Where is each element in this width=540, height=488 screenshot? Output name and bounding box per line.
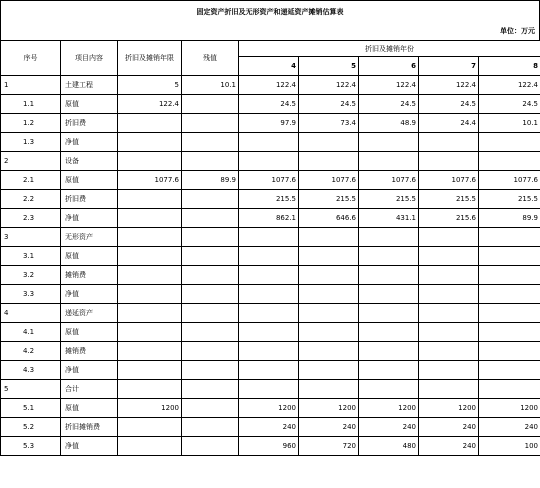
header-year-4: 4 — [239, 57, 299, 76]
cell-item: 原值 — [61, 247, 118, 266]
cell-year-6: 215.5 — [359, 190, 419, 209]
cell-item: 净值 — [61, 133, 118, 152]
cell-residual — [182, 437, 239, 456]
cell-year-7 — [419, 285, 479, 304]
cell-year-7: 24.4 — [419, 114, 479, 133]
cell-seq: 3.1 — [1, 247, 61, 266]
cell-year-4 — [239, 152, 299, 171]
cell-item: 原值 — [61, 171, 118, 190]
cell-seq: 5.1 — [1, 399, 61, 418]
cell-seq: 2 — [1, 152, 61, 171]
cell-year-4: 960 — [239, 437, 299, 456]
table-row — [1, 437, 540, 456]
table-row — [1, 190, 540, 209]
cell-period — [118, 247, 182, 266]
cell-year-4 — [239, 228, 299, 247]
cell-year-4: 1200 — [239, 399, 299, 418]
cell-item: 净值 — [61, 437, 118, 456]
cell-year-7: 240 — [419, 418, 479, 437]
cell-year-8: 10.1 — [479, 114, 540, 133]
header-item: 项目内容 — [61, 41, 118, 76]
cell-year-8: 215.5 — [479, 190, 540, 209]
cell-item: 摊销费 — [61, 266, 118, 285]
cell-year-5 — [299, 304, 359, 323]
cell-year-7: 240 — [419, 437, 479, 456]
cell-item: 净值 — [61, 285, 118, 304]
cell-year-4: 97.9 — [239, 114, 299, 133]
cell-year-5: 215.5 — [299, 190, 359, 209]
cell-year-5: 240 — [299, 418, 359, 437]
cell-year-8 — [479, 380, 540, 399]
cell-residual — [182, 266, 239, 285]
cell-year-5 — [299, 285, 359, 304]
cell-year-6 — [359, 361, 419, 380]
cell-item: 折旧摊销费 — [61, 418, 118, 437]
cell-period — [118, 190, 182, 209]
cell-year-7: 24.5 — [419, 95, 479, 114]
cell-year-4: 240 — [239, 418, 299, 437]
header-residual: 残值 — [182, 41, 239, 76]
cell-year-7 — [419, 133, 479, 152]
cell-year-6 — [359, 228, 419, 247]
cell-item: 原值 — [61, 95, 118, 114]
cell-year-6: 240 — [359, 418, 419, 437]
cell-period — [118, 266, 182, 285]
table-row — [1, 209, 540, 228]
cell-year-8 — [479, 304, 540, 323]
cell-seq: 5 — [1, 380, 61, 399]
cell-year-5 — [299, 342, 359, 361]
cell-item: 递延资产 — [61, 304, 118, 323]
cell-period — [118, 304, 182, 323]
cell-seq: 2.3 — [1, 209, 61, 228]
cell-period: 122.4 — [118, 95, 182, 114]
table-row — [1, 418, 540, 437]
table-row — [1, 95, 540, 114]
cell-period — [118, 209, 182, 228]
table-row — [1, 323, 540, 342]
cell-year-5: 1077.6 — [299, 171, 359, 190]
header-year-6: 6 — [359, 57, 419, 76]
cell-residual — [182, 209, 239, 228]
cell-year-7 — [419, 152, 479, 171]
cell-year-6: 122.4 — [359, 76, 419, 95]
cell-year-4: 1077.6 — [239, 171, 299, 190]
cell-period — [118, 323, 182, 342]
cell-residual: 10.1 — [182, 76, 239, 95]
cell-year-6: 24.5 — [359, 95, 419, 114]
cell-year-7 — [419, 323, 479, 342]
cell-year-8: 1077.6 — [479, 171, 540, 190]
table-row — [1, 266, 540, 285]
cell-year-4 — [239, 361, 299, 380]
cell-year-7 — [419, 342, 479, 361]
cell-residual — [182, 361, 239, 380]
cell-residual — [182, 399, 239, 418]
cell-year-4 — [239, 380, 299, 399]
cell-year-5: 1200 — [299, 399, 359, 418]
cell-year-5 — [299, 133, 359, 152]
cell-seq: 5.3 — [1, 437, 61, 456]
cell-year-5: 73.4 — [299, 114, 359, 133]
table-row — [1, 342, 540, 361]
cell-year-5 — [299, 361, 359, 380]
cell-year-6: 1077.6 — [359, 171, 419, 190]
cell-residual — [182, 114, 239, 133]
cell-year-7: 1077.6 — [419, 171, 479, 190]
cell-seq: 1.2 — [1, 114, 61, 133]
cell-year-7 — [419, 247, 479, 266]
table-body — [1, 76, 540, 456]
cell-period — [118, 152, 182, 171]
cell-seq: 2.2 — [1, 190, 61, 209]
cell-residual — [182, 304, 239, 323]
cell-year-4 — [239, 342, 299, 361]
cell-seq: 2.1 — [1, 171, 61, 190]
table-row — [1, 171, 540, 190]
cell-year-5 — [299, 247, 359, 266]
cell-seq: 3 — [1, 228, 61, 247]
cell-year-4 — [239, 247, 299, 266]
cell-year-5 — [299, 380, 359, 399]
cell-year-4: 862.1 — [239, 209, 299, 228]
table-row — [1, 285, 540, 304]
cell-year-6 — [359, 323, 419, 342]
cell-year-8 — [479, 361, 540, 380]
cell-year-8 — [479, 266, 540, 285]
cell-year-5 — [299, 266, 359, 285]
cell-year-8 — [479, 133, 540, 152]
table-title: 固定资产折旧及无形资产和递延资产摊销估算表 — [0, 0, 540, 22]
table-row — [1, 228, 540, 247]
cell-seq: 4.2 — [1, 342, 61, 361]
cell-year-8: 100 — [479, 437, 540, 456]
table-row — [1, 152, 540, 171]
cell-seq: 5.2 — [1, 418, 61, 437]
cell-year-7 — [419, 266, 479, 285]
cell-item: 原值 — [61, 323, 118, 342]
cell-item: 设备 — [61, 152, 118, 171]
cell-year-6 — [359, 342, 419, 361]
cell-year-4 — [239, 133, 299, 152]
header-year-7: 7 — [419, 57, 479, 76]
cell-year-6 — [359, 304, 419, 323]
cell-year-6: 1200 — [359, 399, 419, 418]
cell-residual — [182, 152, 239, 171]
cell-seq: 3.3 — [1, 285, 61, 304]
cell-period — [118, 418, 182, 437]
cell-period — [118, 437, 182, 456]
cell-period — [118, 228, 182, 247]
table-row — [1, 399, 540, 418]
cell-year-7: 215.5 — [419, 190, 479, 209]
cell-year-5: 720 — [299, 437, 359, 456]
header-period: 折旧及摊销年限 — [118, 41, 182, 76]
cell-period: 1077.6 — [118, 171, 182, 190]
unit-label: 单位：万元 — [0, 22, 540, 40]
cell-residual — [182, 247, 239, 266]
cell-item: 折旧费 — [61, 114, 118, 133]
table-row — [1, 133, 540, 152]
cell-residual — [182, 133, 239, 152]
cell-year-7 — [419, 361, 479, 380]
header-year-5: 5 — [299, 57, 359, 76]
cell-year-6 — [359, 380, 419, 399]
cell-period — [118, 133, 182, 152]
cell-seq: 1.3 — [1, 133, 61, 152]
cell-year-8: 1200 — [479, 399, 540, 418]
table-row — [1, 76, 540, 95]
cell-item: 土建工程 — [61, 76, 118, 95]
cell-year-8 — [479, 323, 540, 342]
cell-year-6: 431.1 — [359, 209, 419, 228]
cell-year-7: 122.4 — [419, 76, 479, 95]
cell-year-7: 1200 — [419, 399, 479, 418]
cell-year-4: 122.4 — [239, 76, 299, 95]
cell-year-6 — [359, 152, 419, 171]
cell-residual — [182, 342, 239, 361]
cell-year-7: 215.6 — [419, 209, 479, 228]
cell-year-6 — [359, 285, 419, 304]
cell-year-8 — [479, 152, 540, 171]
cell-year-5 — [299, 152, 359, 171]
cell-year-4 — [239, 323, 299, 342]
cell-year-4 — [239, 304, 299, 323]
cell-year-5: 24.5 — [299, 95, 359, 114]
cell-residual — [182, 380, 239, 399]
cell-period — [118, 114, 182, 133]
cell-year-6: 48.9 — [359, 114, 419, 133]
header-seq: 序号 — [1, 41, 61, 76]
cell-year-7 — [419, 304, 479, 323]
cell-year-4 — [239, 266, 299, 285]
cell-year-5 — [299, 323, 359, 342]
cell-period: 1200 — [118, 399, 182, 418]
cell-period — [118, 380, 182, 399]
cell-year-4: 215.5 — [239, 190, 299, 209]
cell-seq: 4.3 — [1, 361, 61, 380]
cell-year-4 — [239, 285, 299, 304]
cell-seq: 1.1 — [1, 95, 61, 114]
cell-year-8: 240 — [479, 418, 540, 437]
cell-seq: 1 — [1, 76, 61, 95]
cell-year-8: 122.4 — [479, 76, 540, 95]
cell-item: 折旧费 — [61, 190, 118, 209]
cell-year-6: 480 — [359, 437, 419, 456]
cell-year-8 — [479, 285, 540, 304]
cell-residual — [182, 228, 239, 247]
cell-year-8: 89.9 — [479, 209, 540, 228]
cell-item: 无形资产 — [61, 228, 118, 247]
cell-period: 5 — [118, 76, 182, 95]
cell-residual — [182, 323, 239, 342]
cell-year-8 — [479, 247, 540, 266]
cell-year-8 — [479, 228, 540, 247]
cell-year-5 — [299, 228, 359, 247]
cell-seq: 3.2 — [1, 266, 61, 285]
cell-year-8: 24.5 — [479, 95, 540, 114]
table-row — [1, 247, 540, 266]
cell-year-4: 24.5 — [239, 95, 299, 114]
cell-year-5: 646.6 — [299, 209, 359, 228]
cell-item: 摊销费 — [61, 342, 118, 361]
cell-period — [118, 361, 182, 380]
cell-seq: 4.1 — [1, 323, 61, 342]
cell-residual — [182, 418, 239, 437]
cell-residual — [182, 285, 239, 304]
cell-year-6 — [359, 133, 419, 152]
cell-residual — [182, 190, 239, 209]
header-years-group: 折旧及摊销年份 — [239, 41, 540, 57]
header-year-8: 8 — [479, 57, 540, 76]
cell-item: 净值 — [61, 361, 118, 380]
cell-year-6 — [359, 266, 419, 285]
table-row — [1, 361, 540, 380]
cell-period — [118, 285, 182, 304]
cell-residual: 89.9 — [182, 171, 239, 190]
cell-residual — [182, 95, 239, 114]
cell-item: 原值 — [61, 399, 118, 418]
cell-item: 净值 — [61, 209, 118, 228]
table-row — [1, 380, 540, 399]
depreciation-table — [0, 40, 540, 456]
cell-year-7 — [419, 380, 479, 399]
cell-year-7 — [419, 228, 479, 247]
table-row — [1, 304, 540, 323]
cell-year-8 — [479, 342, 540, 361]
cell-period — [118, 342, 182, 361]
cell-year-5: 122.4 — [299, 76, 359, 95]
cell-seq: 4 — [1, 304, 61, 323]
table-row — [1, 114, 540, 133]
cell-item: 合计 — [61, 380, 118, 399]
cell-year-6 — [359, 247, 419, 266]
